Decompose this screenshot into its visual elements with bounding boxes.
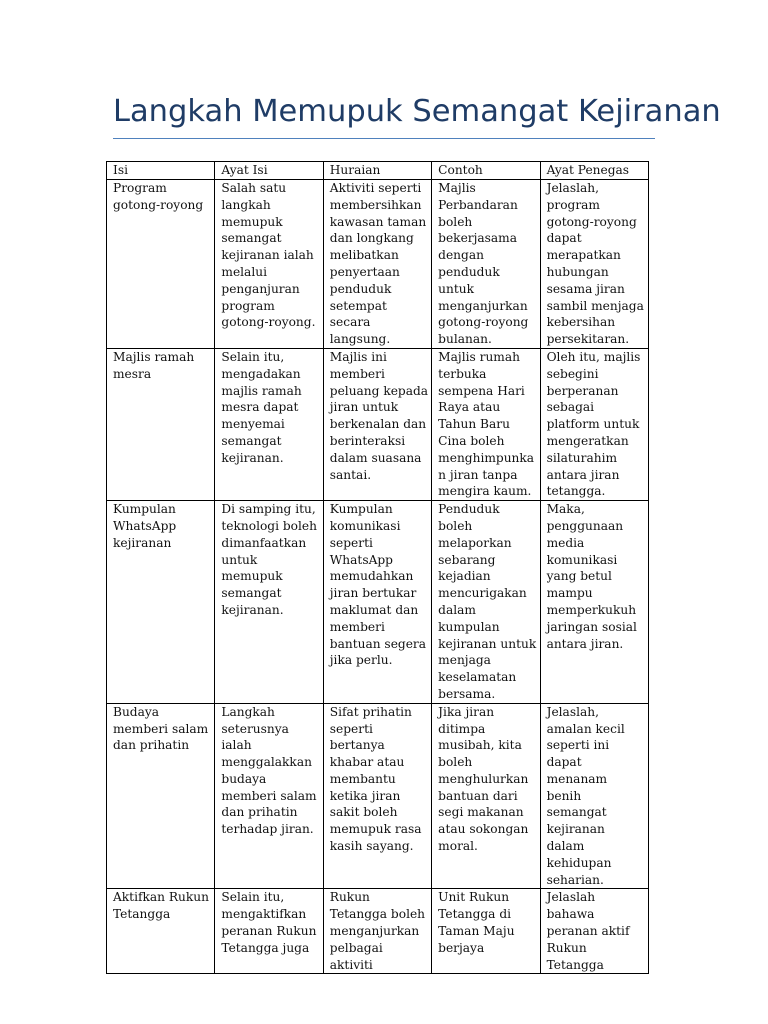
- table-cell-ayat-isi: Langkah seterusnya ialah menggalakkan budaya memberi salam dan prihatin terhadap jiran.: [215, 703, 323, 889]
- table-cell-huraian: Kumpulan komunikasi seperti WhatsApp memudahkan jiran bertukar maklumat dan memberi bantuan segera jika perlu.: [323, 501, 431, 704]
- title-underline: [113, 138, 655, 139]
- table-cell-contoh: Penduduk boleh melaporkan sebarang kejadian mencurigakan dalam kumpulan kejiranan untuk menjaga keselamatan bersama.: [432, 501, 540, 704]
- column-header-huraian: Huraian: [323, 162, 431, 180]
- table-cell-ayat-penegas: Maka, penggunaan media komunikasi yang betul mampu memperkukuh jaringan sosial antara jiran.: [540, 501, 648, 704]
- table-row: [107, 348, 649, 500]
- table-cell-isi: Majlis ramah mesra: [107, 348, 215, 500]
- document-title: Langkah Memupuk Semangat Kejiranan: [113, 94, 721, 129]
- table-cell-ayat-isi: Di samping itu, teknologi boleh dimanfaatkan untuk memupuk semangat kejiranan.: [215, 501, 323, 704]
- table-cell-ayat-penegas: Oleh itu, majlis sebegini berperanan sebagai platform untuk mengeratkan silaturahim antara jiran tetangga.: [540, 348, 648, 500]
- table-cell-ayat-penegas: Jelaslah, amalan kecil seperti ini dapat menanam benih semangat kejiranan dalam kehidupan seharian.: [540, 703, 648, 889]
- table-cell-ayat-isi: Salah satu langkah memupuk semangat kejiranan ialah melalui penganjuran program gotong-royong.: [215, 180, 323, 349]
- column-header-isi: Isi: [107, 162, 215, 180]
- table-cell-ayat-penegas: Jelaslah, program gotong-royong dapat merapatkan hubungan sesama jiran sambil menjaga kebersihan persekitaran.: [540, 180, 648, 349]
- table-cell-contoh: Majlis Perbandaran boleh bekerjasama dengan penduduk untuk menganjurkan gotong-royong bulanan.: [432, 180, 540, 349]
- table-cell-isi: Kumpulan WhatsApp kejiranan: [107, 501, 215, 704]
- table-row: [107, 703, 649, 889]
- table-cell-ayat-penegas: Jelaslah bahawa peranan aktif Rukun Tetangga: [540, 889, 648, 974]
- table-cell-huraian: Aktiviti seperti membersihkan kawasan taman dan longkang melibatkan penyertaan penduduk setempat secara langsung.: [323, 180, 431, 349]
- table-cell-ayat-isi: Selain itu, mengaktifkan peranan Rukun Tetangga juga: [215, 889, 323, 974]
- table-row: [107, 501, 649, 704]
- table-cell-ayat-isi: Selain itu, mengadakan majlis ramah mesra dapat menyemai semangat kejiranan.: [215, 348, 323, 500]
- table-cell-huraian: Majlis ini memberi peluang kepada jiran untuk berkenalan dan berinteraksi dalam suasana santai.: [323, 348, 431, 500]
- table-row: [107, 889, 649, 974]
- column-header-contoh: Contoh: [432, 162, 540, 180]
- table-row: [107, 180, 649, 349]
- table-cell-isi: Aktifkan Rukun Tetangga: [107, 889, 215, 974]
- table-cell-contoh: Unit Rukun Tetangga di Taman Maju berjaya: [432, 889, 540, 974]
- table-cell-huraian: Rukun Tetangga boleh menganjurkan pelbagai aktiviti: [323, 889, 431, 974]
- content-table: [106, 161, 649, 974]
- column-header-ayat-isi: Ayat Isi: [215, 162, 323, 180]
- table-cell-contoh: Majlis rumah terbuka sempena Hari Raya atau Tahun Baru Cina boleh menghimpunkan jiran tanpa mengira kaum.: [432, 348, 540, 500]
- table-cell-isi: Budaya memberi salam dan prihatin: [107, 703, 215, 889]
- table-header-row: [107, 162, 649, 180]
- table-cell-contoh: Jika jiran ditimpa musibah, kita boleh menghulurkan bantuan dari segi makanan atau sokongan moral.: [432, 703, 540, 889]
- table-cell-huraian: Sifat prihatin seperti bertanya khabar atau membantu ketika jiran sakit boleh memupuk rasa kasih sayang.: [323, 703, 431, 889]
- table-cell-isi: Program gotong-royong: [107, 180, 215, 349]
- column-header-ayat-penegas: Ayat Penegas: [540, 162, 648, 180]
